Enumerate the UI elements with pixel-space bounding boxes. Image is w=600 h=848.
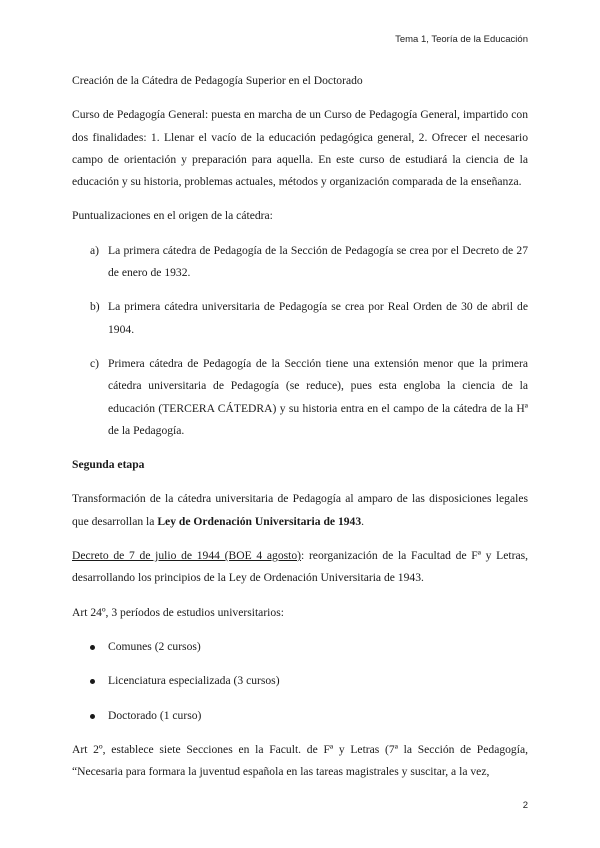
section-title: Creación de la Cátedra de Pedagogía Superior en el Doctorado (72, 74, 363, 87)
points-list (72, 240, 528, 442)
list-item (72, 353, 528, 442)
list-item (72, 240, 528, 285)
list-marker: b) (90, 300, 100, 314)
list-item-text: Comunes (2 cursos) (108, 639, 201, 653)
list-item (72, 296, 528, 341)
list-item-text: La primera cátedra de Pedagogía de la Sección de Pedagogía se crea por el Decreto de 27 de enero de 1932. (108, 243, 528, 280)
bullet-icon (90, 645, 95, 650)
bullet-icon (90, 714, 95, 719)
transform-text: Transformación de la cátedra universitaria de Pedagogía al amparo de las disposiciones legales que desarrollan la (72, 492, 528, 528)
list-item-text: Licenciatura especializada (3 cursos) (108, 674, 280, 688)
page-number: 2 (522, 800, 528, 811)
transform-paragraph (72, 488, 528, 533)
transform-end: . (361, 514, 365, 528)
art2-paragraph: Art 2º, establece siete Secciones en la Facult. de Fª y Letras (7ª la Sección de Pedagogía, “Necesaria para formara la juventud española en las tareas magistrales y suscitar, a la vez, (72, 742, 528, 779)
points-intro: Puntualizaciones en el origen de la cátedra: (72, 209, 273, 223)
bullet-icon (90, 679, 95, 684)
decree-paragraph (72, 545, 528, 590)
list-item-text: La primera cátedra universitaria de Pedagogía se crea por Real Orden de 30 de abril de 1904. (108, 300, 528, 336)
list-item (72, 670, 528, 692)
list-item-text: Doctorado (1 curso) (108, 708, 202, 722)
page-content (72, 70, 528, 783)
list-item-text: Primera cátedra de Pedagogía de la Sección tiene una extensión menor que la primera cátedra universitaria de Pedagogía (se reduce), pues esta engloba la ciencia de la educación (TERCERA CÁTEDRA) y su historia entra en el campo de la cátedra de la Hª de la Pedagogía. (108, 356, 528, 437)
decree-reference: Decreto de 7 de julio de 1944 (BOE 4 agosto) (72, 549, 302, 563)
course-paragraph: Curso de Pedagogía General: puesta en marcha de un Curso de Pedagogía General, impartido con dos finalidades: 1. Llenar el vacío de la educación pedagógica general, 2. Ofrecer el necesario campo de orientación y preparación para aquella. En este curso de estudiará la ciencia de la educación y su historia, problemas actuales, métodos y organización comparada de la enseñanza. (72, 108, 528, 189)
list-marker: a) (90, 243, 100, 257)
law-name: Ley de Ordenación Universitaria de 1943 (157, 514, 362, 528)
page-header: Tema 1, Teoría de la Educación (395, 34, 528, 45)
list-item (72, 636, 528, 658)
decree-text: : reorganización de la Facultad de Fª y Letras, desarrollando los principios de la Ley de Ordenación Universitaria de 1943. (72, 549, 528, 585)
section-heading: Segunda etapa (72, 458, 145, 472)
list-marker: c) (90, 356, 100, 370)
periods-list (72, 636, 528, 727)
list-item (72, 705, 528, 727)
art24-intro: Art 24º, 3 períodos de estudios universitarios: (72, 605, 284, 619)
